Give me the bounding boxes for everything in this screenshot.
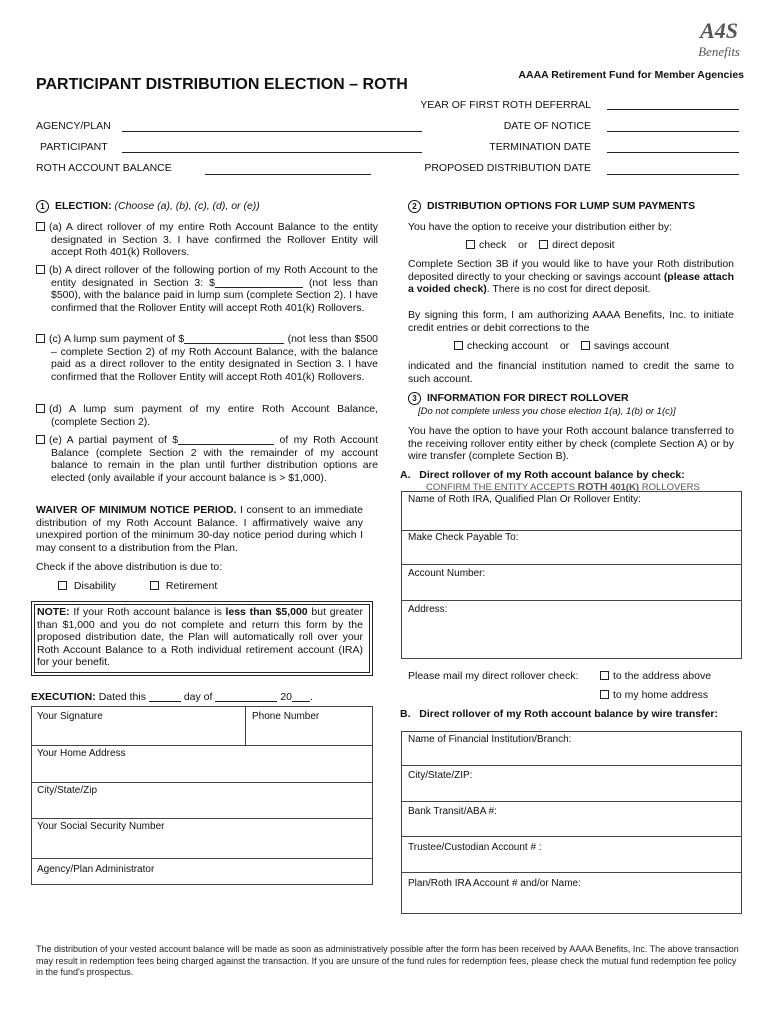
section3-intro: You have the option to have your Roth account balance transferred to the receiving rollover entity either by check (complete Section A) or by wire transfer (complete Section B). (408, 425, 734, 462)
roth-balance-label: ROTH ACCOUNT BALANCE (36, 162, 172, 174)
checking-option[interactable]: checking account (454, 340, 548, 352)
election-option-e[interactable]: (e) A partial payment of $ of my Roth Account Balance (complete Section 2 with the remainder of my account balance to remain in the plan until further distribution options are elected (only available if your account balance is > $1,000). (36, 434, 378, 484)
home-address-field[interactable]: Your Home Address (37, 748, 126, 759)
section3b-heading: B. Direct rollover of my Roth account balance by wire transfer: (400, 708, 719, 720)
savings-option[interactable]: savings account (581, 340, 669, 352)
retirement-option[interactable]: Retirement (150, 580, 217, 593)
option-a-checkbox[interactable] (36, 222, 45, 231)
bank-transit-aba-field[interactable]: Bank Transit/ABA #: (408, 806, 497, 817)
proposed-date-label: PROPOSED DISTRIBUTION DATE (424, 162, 591, 174)
section1-heading: 1 ELECTION: (Choose (a), (b), (c), (d), or (e)) (36, 200, 260, 213)
due-to-label: Check if the above distribution is due to: (36, 561, 223, 573)
election-option-b[interactable]: (b) A direct rollover of the following portion of my Roth Account to the entity designated in Section 3: $ (not less than $500), with the balance paid in lump sum (complete Section 2). I have confirmed that the Rollover Entity will accept Roth 401(k) Rollovers. (36, 264, 378, 314)
proposed-date-field[interactable] (607, 174, 739, 175)
logo (680, 18, 742, 64)
section2-number: 2 (408, 200, 421, 213)
phone-number-field[interactable]: Phone Number (252, 711, 320, 722)
waiver-heading: WAIVER OF MINIMUM NOTICE PERIOD. (36, 504, 237, 516)
checking-checkbox[interactable] (454, 341, 463, 350)
section3-number: 3 (408, 392, 421, 405)
financial-institution-field[interactable]: Name of Financial Institution/Branch: (408, 734, 572, 745)
execution-line: EXECUTION: Dated this day of 20 . (31, 691, 313, 703)
mail-to-address-above-checkbox[interactable] (600, 671, 609, 680)
signature-field[interactable]: Your Signature (37, 711, 103, 722)
section2-authorization: By signing this form, I am authorizing AAAA Benefits, Inc. to initiate credit entries or debit corrections to the (408, 309, 734, 334)
signature-divider (245, 706, 246, 745)
termination-date-label: TERMINATION DATE (489, 141, 591, 153)
check-checkbox[interactable] (466, 240, 475, 249)
mail-to-address-above[interactable]: to the address above (600, 670, 711, 683)
election-option-d[interactable]: (d) A lump sum payment of my entire Roth Account Balance, (complete Section 2). (36, 403, 378, 428)
section2-intro: You have the option to receive your distribution either by: (408, 221, 673, 233)
disability-option[interactable]: Disability (58, 580, 116, 593)
trustee-account-field[interactable]: Trustee/Custodian Account # : (408, 842, 542, 853)
execution-heading: EXECUTION: (31, 691, 96, 703)
retirement-checkbox[interactable] (150, 581, 159, 590)
disability-checkbox[interactable] (58, 581, 67, 590)
wire-city-state-zip-field[interactable]: City/State/ZIP: (408, 770, 473, 781)
section1-number: 1 (36, 200, 49, 213)
section3-note: [Do not complete unless you chose election 1(a), 1(b) or 1(c)] (418, 406, 676, 417)
ssn-field[interactable]: Your Social Security Number (37, 821, 165, 832)
date-of-notice-label: DATE OF NOTICE (503, 120, 591, 132)
logo-subtitle: Benefits (698, 44, 740, 59)
agency-plan-label: AGENCY/PLAN (36, 120, 111, 132)
payment-method-options: check or direct deposit (466, 239, 615, 252)
year-first-deferral-label: YEAR OF FIRST ROTH DEFERRAL (420, 99, 591, 111)
mail-to-home-address-checkbox[interactable] (600, 690, 609, 699)
option-c-checkbox[interactable] (36, 334, 45, 343)
termination-date-field[interactable] (607, 152, 739, 153)
section2-heading: 2 DISTRIBUTION OPTIONS FOR LUMP SUM PAYMENTS (408, 200, 695, 213)
logo-mark: A4S (700, 18, 738, 43)
fund-name: AAAA Retirement Fund for Member Agencies (518, 69, 744, 81)
direct-deposit-option[interactable]: direct deposit (539, 239, 614, 251)
account-type-options: checking account or savings account (454, 340, 669, 353)
rollover-entity-name-field[interactable]: Name of Roth IRA, Qualified Plan Or Rollover Entity: (408, 494, 641, 505)
savings-checkbox[interactable] (581, 341, 590, 350)
account-number-field[interactable]: Account Number: (408, 568, 486, 579)
participant-field[interactable] (122, 152, 422, 153)
year-first-deferral-field[interactable] (607, 109, 739, 110)
option-e-amount-field[interactable] (178, 444, 274, 445)
check-payable-to-field[interactable]: Make Check Payable To: (408, 532, 519, 543)
waiver-paragraph: WAIVER OF MINIMUM NOTICE PERIOD. I consent to an immediate distribution of my Roth Account Balance. I affirmatively waive any unexpired portion of the minimum 30-day notice period during which I may consent to a distribution from the Plan. (36, 504, 363, 554)
footer-disclaimer: The distribution of your vested account balance will be made as soon as administratively possible after the form has been received by AAAA Benefits, Inc. The above transaction may result in redemption fees being charged against the transaction. If you are unsure of the fund rules for redemption fees, please check the mutual fund redemption fee policy in the fund's prospectus. (36, 944, 739, 977)
page-title: PARTICIPANT DISTRIBUTION ELECTION – ROTH (36, 76, 408, 93)
option-b-amount-field[interactable] (215, 287, 303, 288)
option-e-checkbox[interactable] (36, 435, 45, 444)
option-d-checkbox[interactable] (36, 404, 45, 413)
mail-to-home-address[interactable]: to my home address (600, 689, 708, 702)
note-text: NOTE: If your Roth account balance is less than $5,000 but greater than $1,000 and you do not complete and return this form by the proposed distribution date, the Plan will automatically roll over your Roth Account Balance to a Roth individual retirement account (IRA) for your benefit. (37, 606, 364, 668)
section3a-heading: A. Direct rollover of my Roth account balance by check: (400, 469, 685, 481)
date-of-notice-field[interactable] (607, 131, 739, 132)
roth-balance-field[interactable] (205, 174, 371, 175)
section2-credit-text: indicated and the financial institution named to credit the same to such account. (408, 360, 734, 385)
election-option-c[interactable]: (c) A lump sum payment of $ (not less than $500 – complete Section 2) of my Roth Account Balance, with the balance paid as a direct rollover to the entity designated in Section 3. I have confirmed that the Rollover Entity will accept Roth 401(k) Rollovers. (36, 333, 378, 383)
confirm-roth-401k: CONFIRM THE ENTITY ACCEPTS ROTH 401(K) ROLLOVERS (426, 481, 700, 493)
option-c-amount-field[interactable] (184, 343, 284, 344)
rollover-address-field[interactable]: Address: (408, 604, 448, 615)
participant-label: PARTICIPANT (40, 141, 108, 153)
agency-plan-field[interactable] (122, 131, 422, 132)
check-option[interactable]: check (466, 239, 506, 251)
election-option-a[interactable]: (a) A direct rollover of my entire Roth Account Balance to the entity designated in Section 3. I have confirmed the Rollover Entity will accept Roth 401(k) Rollovers. (36, 221, 378, 259)
section1-instructions: (Choose (a), (b), (c), (d), or (e)) (114, 200, 260, 212)
option-b-checkbox[interactable] (36, 265, 45, 274)
execution-year-field[interactable] (292, 701, 310, 702)
section3-heading: 3 INFORMATION FOR DIRECT ROLLOVER (408, 392, 629, 405)
administrator-field[interactable]: Agency/Plan Administrator (37, 864, 155, 875)
execution-day-field[interactable] (149, 701, 181, 702)
direct-deposit-checkbox[interactable] (539, 240, 548, 249)
plan-account-name-field[interactable]: Plan/Roth IRA Account # and/or Name: (408, 878, 581, 889)
city-state-zip-field[interactable]: City/State/Zip (37, 785, 98, 796)
section2-deposit-text: Complete Section 3B if you would like to have your Roth distribution deposited directly to your checking or savings account (please attach a voided check). There is no cost for direct deposit. (408, 258, 735, 295)
mail-check-label: Please mail my direct rollover check: (408, 670, 579, 682)
execution-month-field[interactable] (215, 701, 277, 702)
